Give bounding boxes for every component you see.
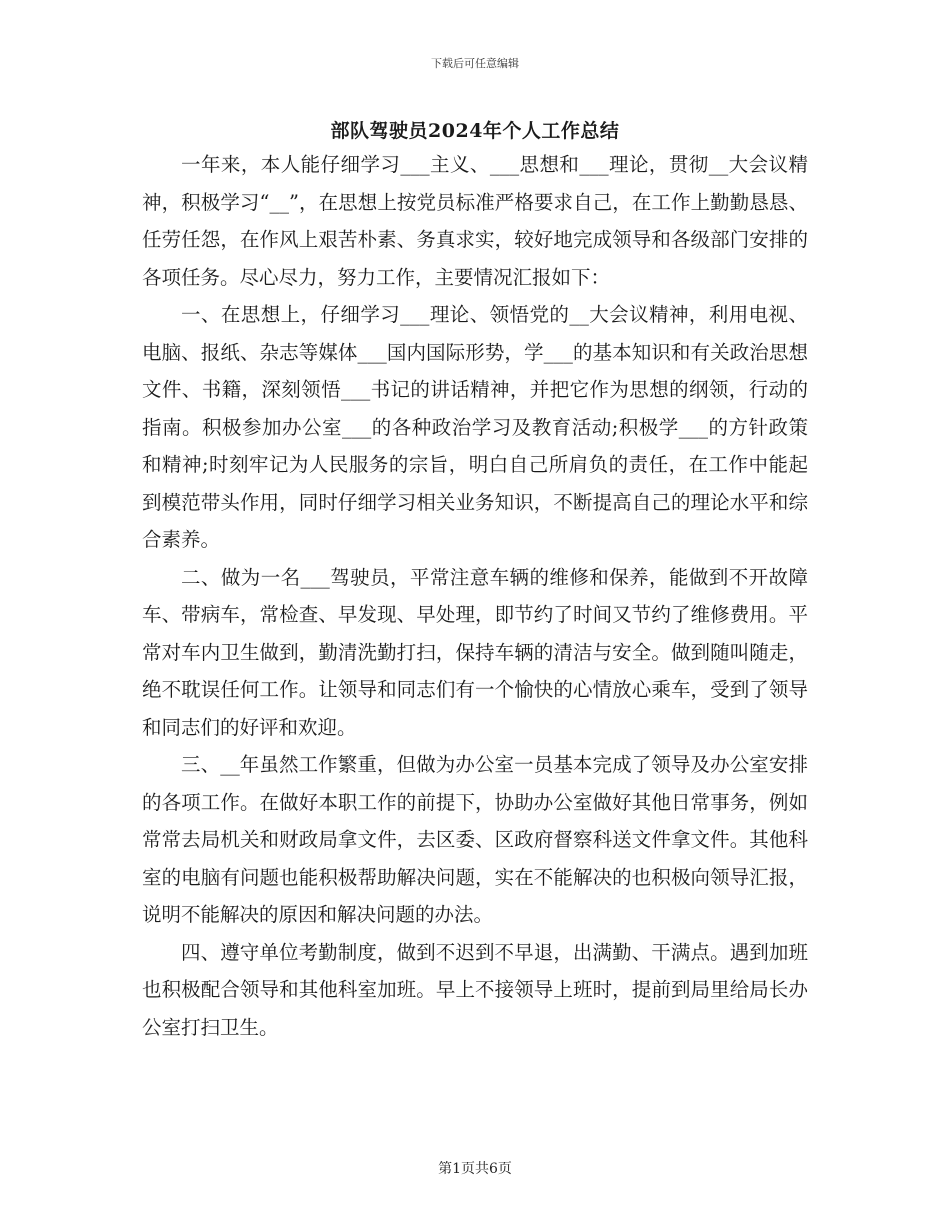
paragraph-section-4: 四、遵守单位考勤制度，做到不迟到不早退，出满勤、干满点。遇到加班也积极配合领导和其他科室加班。早上不接领导上班时，提前到局里给局长办公室打扫卫生。 <box>142 940 808 1039</box>
paragraph-section-1: 一、在思想上，仔细学习___理论、领悟党的__大会议精神，利用电视、电脑、报纸、杂志等媒体___国内国际形势，学___的基本知识和有关政治思想文件、书籍，深刻领悟___书记的讲话精神，并把它作为思想的纲领，行动的指南。积极参加办公室___的各种政治学习及教育活动;积极学___的方针政策和精神;时刻牢记为人民服务的宗旨，明白自己所肩负的责任，在工作中能起到模范带头作用，同时仔细学习相关业务知识，不断提高自己的理论水平和综合素养。 <box>142 303 808 551</box>
paragraph-intro: 一年来，本人能仔细学习___主义、___思想和___理论，贯彻__大会议精神，积极学习“__”，在思想上按党员标准严格要求自己，在工作上勤勤恳恳、任劳任怨，在作风上艰苦朴素、务真求实，较好地完成领导和各级部门安排的各项任务。尽心尽力，努力工作，主要情况汇报如下： <box>142 153 808 289</box>
document-title: 部队驾驶员2024年个人工作总结 <box>330 120 620 142</box>
page-indicator: 第1页共6页 <box>438 1161 512 1177</box>
header-note: 下载后可任意编辑 <box>431 57 519 70</box>
document-body <box>142 146 808 1046</box>
paragraph-section-3: 三、__年虽然工作繁重，但做为办公室一员基本完成了领导及办公室安排的各项工作。在做好本职工作的前提下，协助办公室做好其他日常事务，例如常常去局机关和财政局拿文件，去区委、区政府督察科送文件拿文件。其他科室的电脑有问题也能积极帮助解决问题，实在不能解决的也积极向领导汇报，说明不能解决的原因和解决问题的办法。 <box>142 753 808 926</box>
paragraph-section-2: 二、做为一名___驾驶员，平常注意车辆的维修和保养，能做到不开故障车、带病车，常检查、早发现、早处理，即节约了时间又节约了维修费用。平常对车内卫生做到，勤清洗勤打扫，保持车辆的清洁与安全。做到随叫随走，绝不耽误任何工作。让领导和同志们有一个愉快的心情放心乘车，受到了领导和同志们的好评和欢迎。 <box>142 565 808 739</box>
